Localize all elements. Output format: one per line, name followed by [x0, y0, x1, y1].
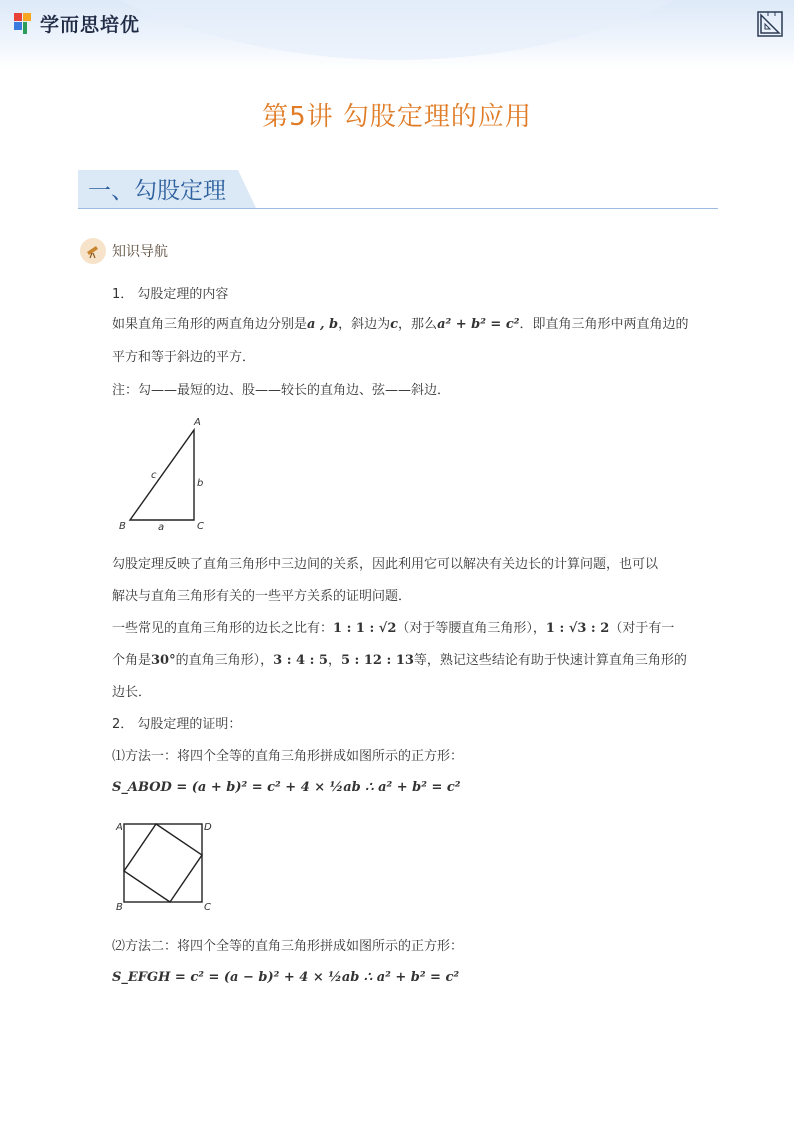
side-b-label: b	[197, 478, 204, 489]
ratio-text-g: 等，熟记这些结论有助于快速计算直角三角形的	[413, 653, 687, 668]
ratio-line1	[112, 619, 674, 639]
vertex-B-label: B	[116, 902, 123, 913]
nav-label: 知识导航	[112, 244, 168, 260]
vertex-C-label: C	[204, 902, 211, 913]
ratio-text-a: 一些常见的直角三角形的边长之比有：	[112, 621, 334, 636]
page-title: 第5讲 勾股定理的应用	[262, 102, 532, 132]
telescope-icon	[80, 238, 106, 264]
def-text-d: ，那么	[398, 317, 438, 332]
definition-line1	[112, 315, 688, 335]
ratio-angle: 30°	[151, 653, 176, 668]
ratio-text-c: （对于有一	[609, 621, 675, 636]
vertex-D-label: D	[204, 822, 212, 833]
square-proof-figure	[112, 815, 222, 915]
ratio-isosceles: 1 : 1 : √2	[333, 621, 397, 636]
reflect-line1: 勾股定理反映了直角三角形中三边间的关系，因此利用它可以解决有关边长的计算问题，也可以	[112, 557, 659, 572]
ratio-text-d: 个角是	[112, 653, 152, 668]
note-line: 注：勾——最短的边、股——较长的直角边、弦——斜边．	[112, 383, 451, 398]
vertex-C-label: C	[197, 521, 204, 532]
item1-heading: 1． 勾股定理的内容	[112, 287, 229, 302]
outer-square	[124, 824, 202, 902]
formula2: S_EFGH = c² = (a − b)² + 4 × ½ab ∴ a² + b² = c²	[112, 970, 460, 985]
right-triangle-figure	[112, 412, 222, 537]
reflect-line2: 解决与直角三角形有关的一些平方关系的证明问题．	[112, 589, 412, 604]
vertex-A-label: A	[116, 822, 123, 833]
ratio-text-e: 的直角三角形），	[175, 653, 274, 668]
ratio-345: 3 : 4 : 5	[273, 653, 328, 668]
formula1: S_ABOD = (a + b)² = c² + 4 × ½ab ∴ a² + b² = c²	[112, 780, 461, 795]
side-c-label: c	[151, 470, 157, 481]
logo-mark-icon	[14, 11, 36, 35]
ratio-line3: 边长．	[112, 685, 152, 700]
def-formula: a² + b² = c²	[437, 317, 520, 332]
method1-text: ⑴方法一：将四个全等的直角三角形拼成如图所示的正方形：	[112, 749, 464, 764]
def-c: c	[390, 317, 399, 332]
brand-logo	[14, 10, 140, 36]
ratio-text-b: （对于等腰直角三角形），	[396, 621, 546, 636]
section-title: 一、勾股定理	[88, 178, 226, 204]
ratio-text-f: ，	[327, 653, 341, 668]
ratio-51213: 5 : 12 : 13	[340, 653, 414, 668]
ruler-triangle-icon	[756, 10, 784, 38]
vertex-B-label: B	[119, 521, 126, 532]
side-a-label: a	[158, 522, 165, 533]
ratio-line2	[112, 651, 687, 671]
def-text-a: 如果直角三角形的两直角边分别是	[112, 317, 308, 332]
vertex-A-label: A	[194, 417, 201, 428]
def-text-b: ，斜边为	[338, 317, 391, 332]
section-header	[78, 168, 718, 210]
method2-text: ⑵方法二：将四个全等的直角三角形拼成如图所示的正方形：	[112, 939, 464, 954]
ratio-30-60-90: 1 : √3 : 2	[545, 621, 610, 636]
logo-text: 学而思培优	[40, 13, 141, 36]
def-ab: a , b	[307, 317, 339, 332]
inner-square	[124, 824, 202, 902]
item2-heading: 2． 勾股定理的证明：	[112, 717, 242, 732]
def-text-e: ．即直角三角形中两直角边的	[519, 317, 689, 332]
knowledge-nav	[80, 238, 168, 264]
definition-line2: 平方和等于斜边的平方．	[112, 350, 256, 365]
triangle-shape	[130, 430, 194, 520]
